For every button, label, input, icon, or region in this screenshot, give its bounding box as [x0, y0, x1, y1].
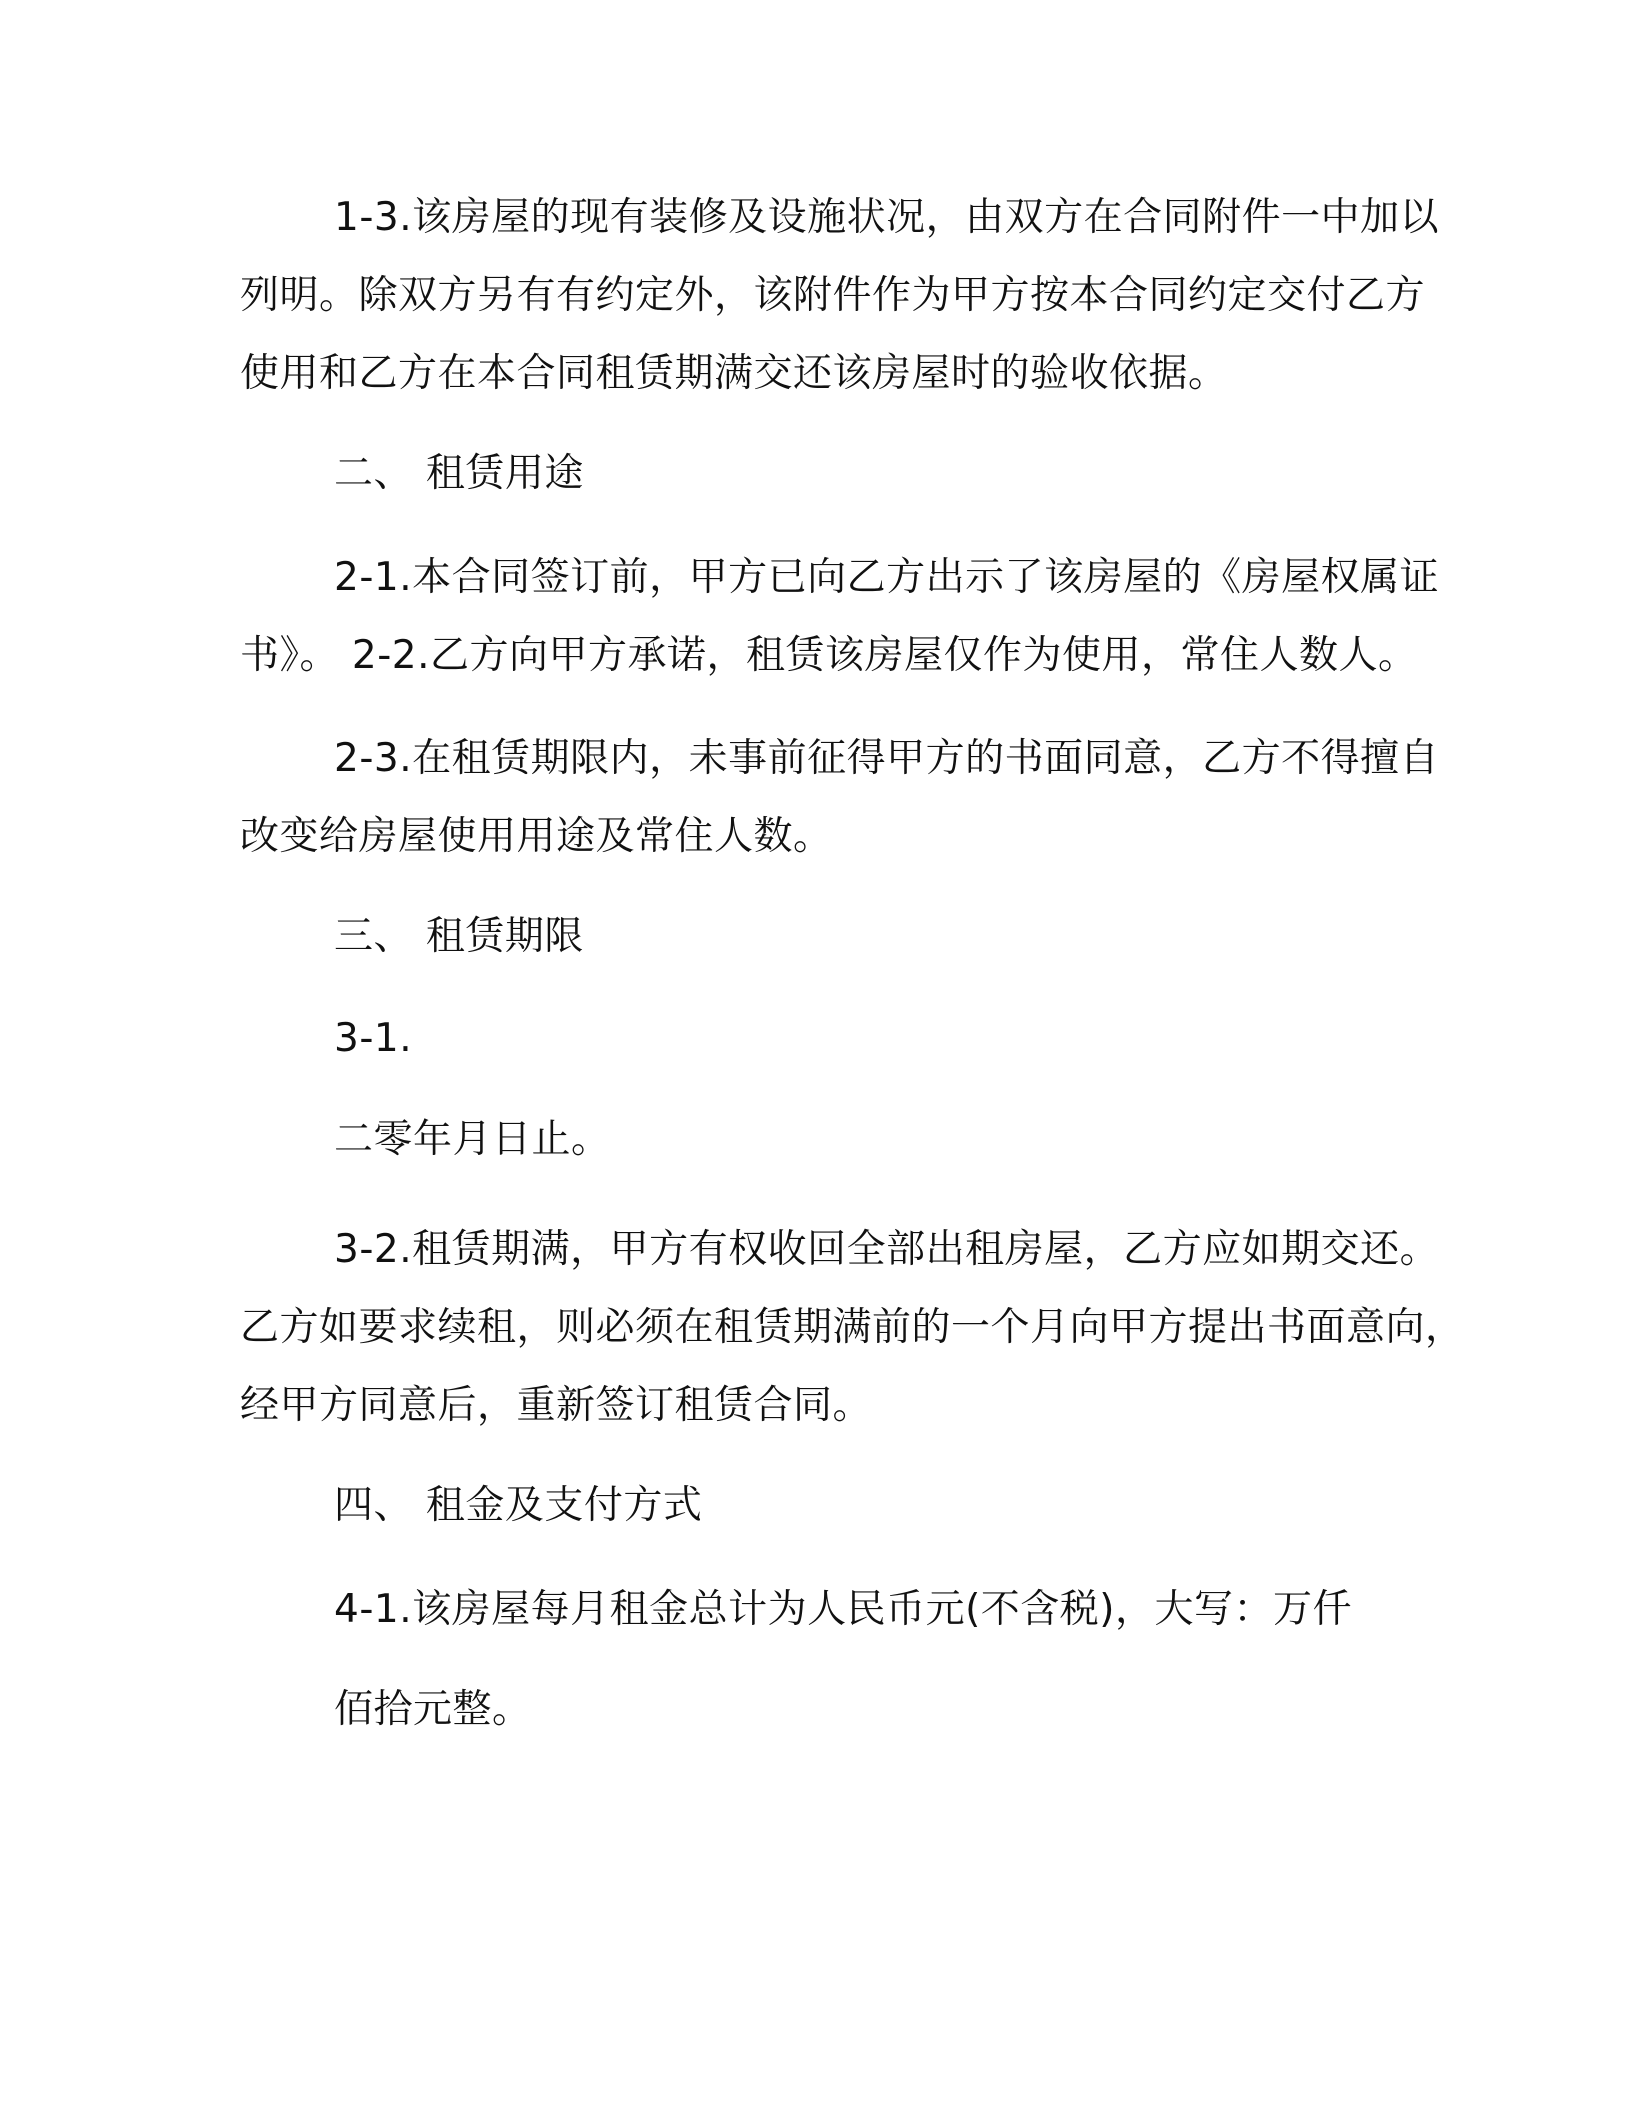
- clause-4-1-line-2: 佰拾元整。: [334, 1687, 532, 1732]
- clause-3-2-line-3: 经甲方同意后，重新签订租赁合同。: [240, 1383, 873, 1428]
- clause-3-1-end-date: 二零年月日止。: [334, 1117, 611, 1162]
- clause-2-3-line-2: 改变给房屋使用用途及常住人数。: [240, 814, 833, 859]
- clause-1-3-line-1: 1-3.该房屋的现有装修及设施状况，由双方在合同附件一中加以: [334, 195, 1440, 240]
- clause-1-3-line-2: 列明。除双方另有有约定外，该附件作为甲方按本合同约定交付乙方: [240, 273, 1426, 318]
- clause-2-1-line-1: 2-1.本合同签订前，甲方已向乙方出示了该房屋的《房屋权属证: [334, 555, 1440, 600]
- section-heading-rental-use: 二、 租赁用途: [334, 451, 584, 496]
- clause-3-2-line-2: 乙方如要求续租，则必须在租赁期满前的一个月向甲方提出书面意向，: [240, 1305, 1465, 1350]
- clause-3-2-line-1: 3-2.租赁期满，甲方有权收回全部出租房屋，乙方应如期交还。: [334, 1227, 1440, 1272]
- clause-1-3-line-3: 使用和乙方在本合同租赁期满交还该房屋时的验收依据。: [240, 351, 1228, 396]
- section-heading-rental-term: 三、 租赁期限: [334, 914, 584, 959]
- clause-2-3-line-1: 2-3.在租赁期限内，未事前征得甲方的书面同意，乙方不得擅自: [334, 736, 1440, 781]
- clause-2-1-line-2: 书》。 2-2.乙方向甲方承诺，租赁该房屋仅作为使用，常住人数人。: [240, 633, 1418, 678]
- clause-4-1-line-1: 4-1.该房屋每月租金总计为人民币元(不含税)，大写：万仟: [334, 1587, 1353, 1632]
- section-heading-rent-payment: 四、 租金及支付方式: [334, 1483, 703, 1528]
- clause-3-1: 3-1.: [334, 1016, 413, 1061]
